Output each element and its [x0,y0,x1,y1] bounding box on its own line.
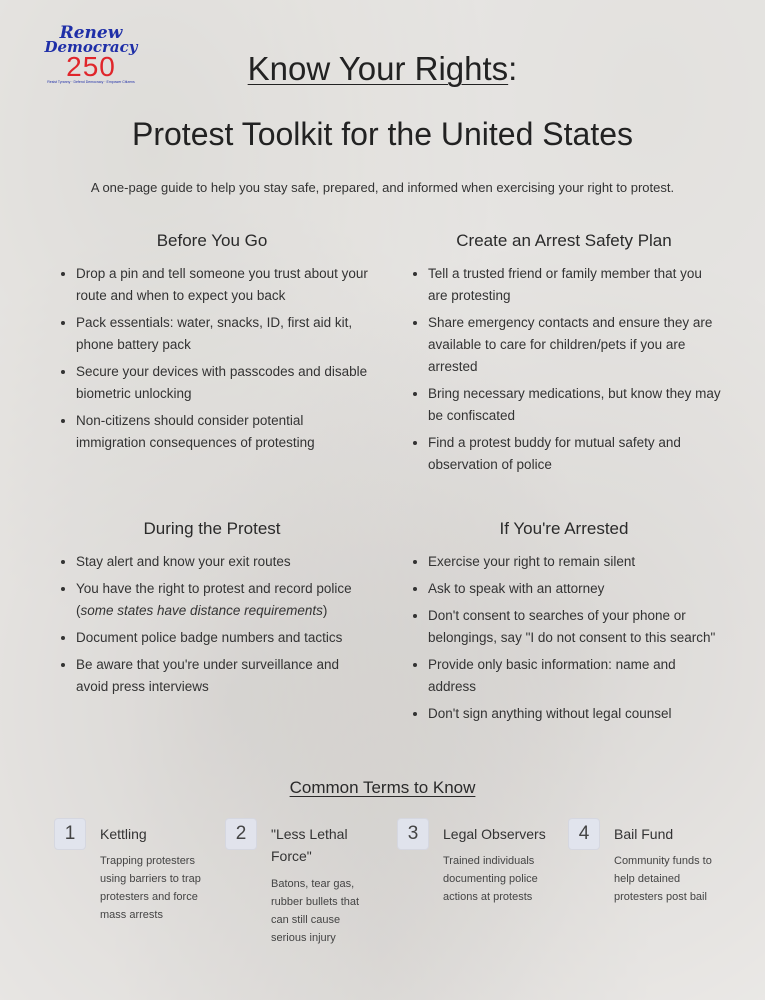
list-item: • Share emergency contacts and ensure they are available to care for children/pets if you are arrested [428,312,724,378]
logo-tagline: Resist Tyranny · Defend Democracy · Empower Citizens [47,80,135,84]
section-during-protest [52,519,372,703]
list-item: • Pack essentials: water, snacks, ID, first aid kit, phone battery pack [76,312,372,356]
list-item: • Drop a pin and tell someone you trust about your route and when to expect you back [76,263,372,307]
list-item: • Exercise your right to remain silent [428,551,724,573]
section-before-you-go [52,231,372,459]
list-item: • Secure your devices with passcodes and disable biometric unlocking [76,361,372,405]
title-main: Know Your Rights [247,50,509,87]
list-item: • Be aware that you're under surveillance and avoid press interviews [76,654,372,698]
term-number: 1 [54,818,86,850]
term-description: Community funds to help detained protesters post bail [614,855,712,903]
list-item: • Non-citizens should consider potential immigration consequences of protesting [76,410,372,454]
term-number: 3 [397,818,429,850]
list-item: • Bring necessary medications, but know they may be confiscated [428,383,724,427]
term-number: 2 [225,818,257,850]
logo-line2: Democracy [44,38,138,56]
term-name: Kettling [100,826,147,842]
term-name: Bail Fund [614,826,674,842]
section-heading: If You're Arrested [499,519,629,538]
list-item: • You have the right to protest and record police (some states have distance requirements) [76,578,372,622]
list-item: • Ask to speak with an attorney [428,578,724,600]
logo-line1: Renew [59,23,123,43]
list-item-note: some states have distance requirements [80,603,323,618]
term-description: Batons, tear gas, rubber bullets that can still cause serious injury [271,878,360,944]
list-item: • Stay alert and know your exit routes [76,551,372,573]
list-item: • Tell a trusted friend or family member that you are protesting [428,263,724,307]
section-heading: During the Protest [143,519,281,538]
title-colon: : [508,50,518,87]
list-item-text: You have the right to protest and record police [76,581,352,596]
intro-text: A one-page guide to help you stay safe, prepared, and informed when exercising your right to protest. [90,180,675,195]
page-title [0,50,765,88]
list-item: • Don't consent to searches of your phone or belongings, say "I do not consent to this search" [428,605,724,649]
section-heading: Create an Arrest Safety Plan [456,231,672,250]
term-number: 4 [568,818,600,850]
section-heading: Before You Go [156,231,268,250]
term-name: Legal Observers [443,826,546,842]
list-item: • Provide only basic information: name and address [428,654,724,698]
terms-heading: Common Terms to Know [289,778,476,797]
list-item: • Find a protest buddy for mutual safety and observation of police [428,432,724,476]
term-description: Trained individuals documenting police actions at protests [443,855,538,903]
section-arrest-plan [404,231,724,481]
section-if-arrested [404,519,724,730]
logo-line3: 250 [66,51,116,82]
list-item: • Don't sign anything without legal counsel [428,703,724,725]
list-item: • Document police badge numbers and tactics [76,627,372,649]
term-name: "Less Lethal Force" [271,826,348,864]
page-subtitle: Protest Toolkit for the United States [132,116,633,152]
term-description: Trapping protesters using barriers to trap protesters and force mass arrests [100,855,201,921]
